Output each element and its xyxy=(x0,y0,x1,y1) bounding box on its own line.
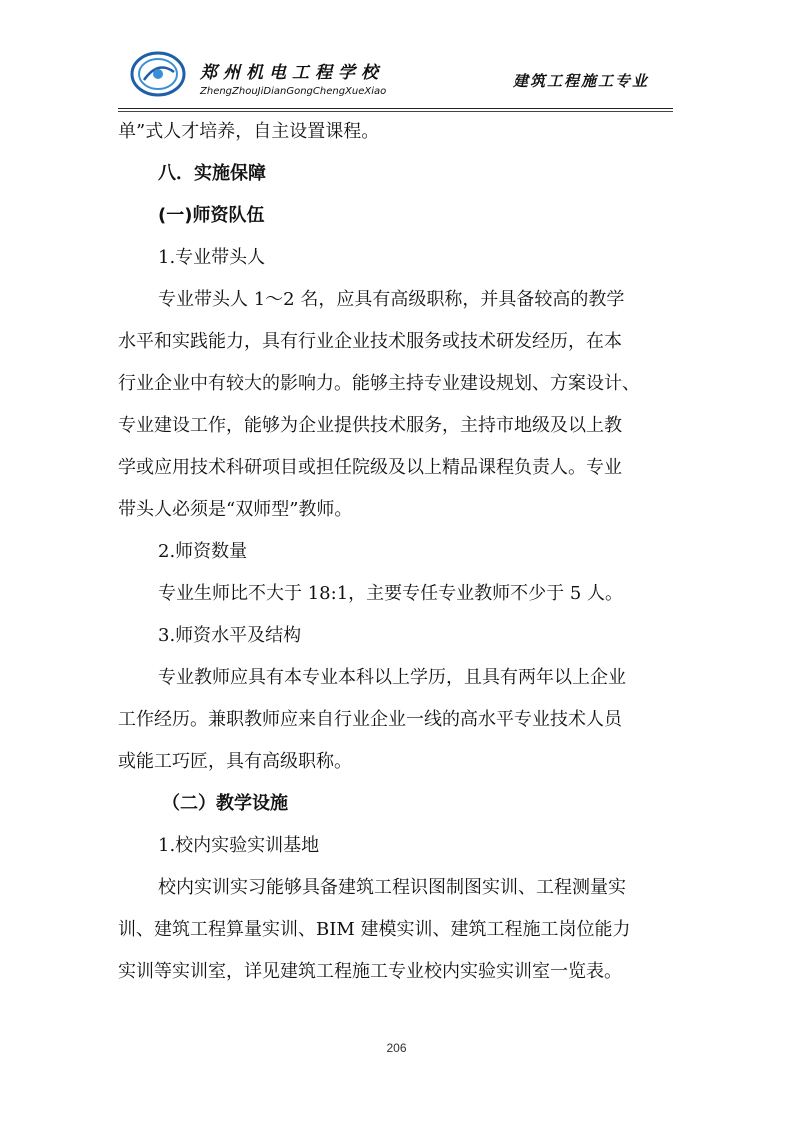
paragraph-line: 专业带头人 1～2 名，应具有高级职称，并具备较高的教学 xyxy=(158,289,625,310)
subsection-heading-2: （二）教学设施 xyxy=(162,793,288,814)
school-name: 郑州机电工程学校 xyxy=(200,63,384,83)
page-header xyxy=(118,46,673,110)
subsection-heading-1: (一)师资队伍 xyxy=(158,205,265,226)
item-title-3: 3.师资水平及结构 xyxy=(158,625,302,646)
section-heading-8: 八．实施保障 xyxy=(158,163,266,184)
paragraph-line: 或能工巧匠，具有高级职称。 xyxy=(118,751,352,772)
paragraph-line: 专业教师应具有本专业本科以上学历，且具有两年以上企业 xyxy=(158,667,626,688)
paragraph-line: 学或应用技术科研项目或担任院级及以上精品课程负责人。专业 xyxy=(118,457,622,478)
paragraph-line: 行业企业中有较大的影响力。能够主持专业建设规划、方案设计、 xyxy=(118,373,640,394)
header-divider-thin xyxy=(118,111,673,112)
paragraph-line: 实训等实训室，详见建筑工程施工专业校内实验实训室一览表。 xyxy=(118,961,622,982)
school-logo xyxy=(130,50,186,98)
paragraph-line: 训、建筑工程算量实训、BIM 建模实训、建筑工程施工岗位能力 xyxy=(118,919,631,940)
paragraph-line: 专业建设工作，能够为企业提供技术服务，主持市地级及以上教 xyxy=(118,415,622,436)
paragraph-line: 水平和实践能力，具有行业企业技术服务或技术研发经历，在本 xyxy=(118,331,622,352)
paragraph-line: 校内实训实习能够具备建筑工程识图制图实训、工程测量实 xyxy=(158,877,626,898)
item-title-2: 2.师资数量 xyxy=(158,541,248,562)
item-title-1: 1.专业带头人 xyxy=(158,247,266,268)
paragraph-line: 工作经历。兼职教师应来自行业企业一线的高水平专业技术人员 xyxy=(118,709,622,730)
major-name: 建筑工程施工专业 xyxy=(512,72,649,90)
header-divider xyxy=(118,108,673,109)
item-title-4: 1.校内实验实训基地 xyxy=(158,835,320,856)
school-pinyin: ZhengZhouJiDianGongChengXueXiao xyxy=(200,86,387,97)
paragraph-line: 带头人必须是“双师型”教师。 xyxy=(118,499,353,520)
page-number: 206 xyxy=(386,1041,407,1055)
paragraph-line: 专业生师比不大于 18:1，主要专任专业教师不少于 5 人。 xyxy=(158,583,624,604)
paragraph-continuation: 单”式人才培养，自主设置课程。 xyxy=(118,121,380,142)
